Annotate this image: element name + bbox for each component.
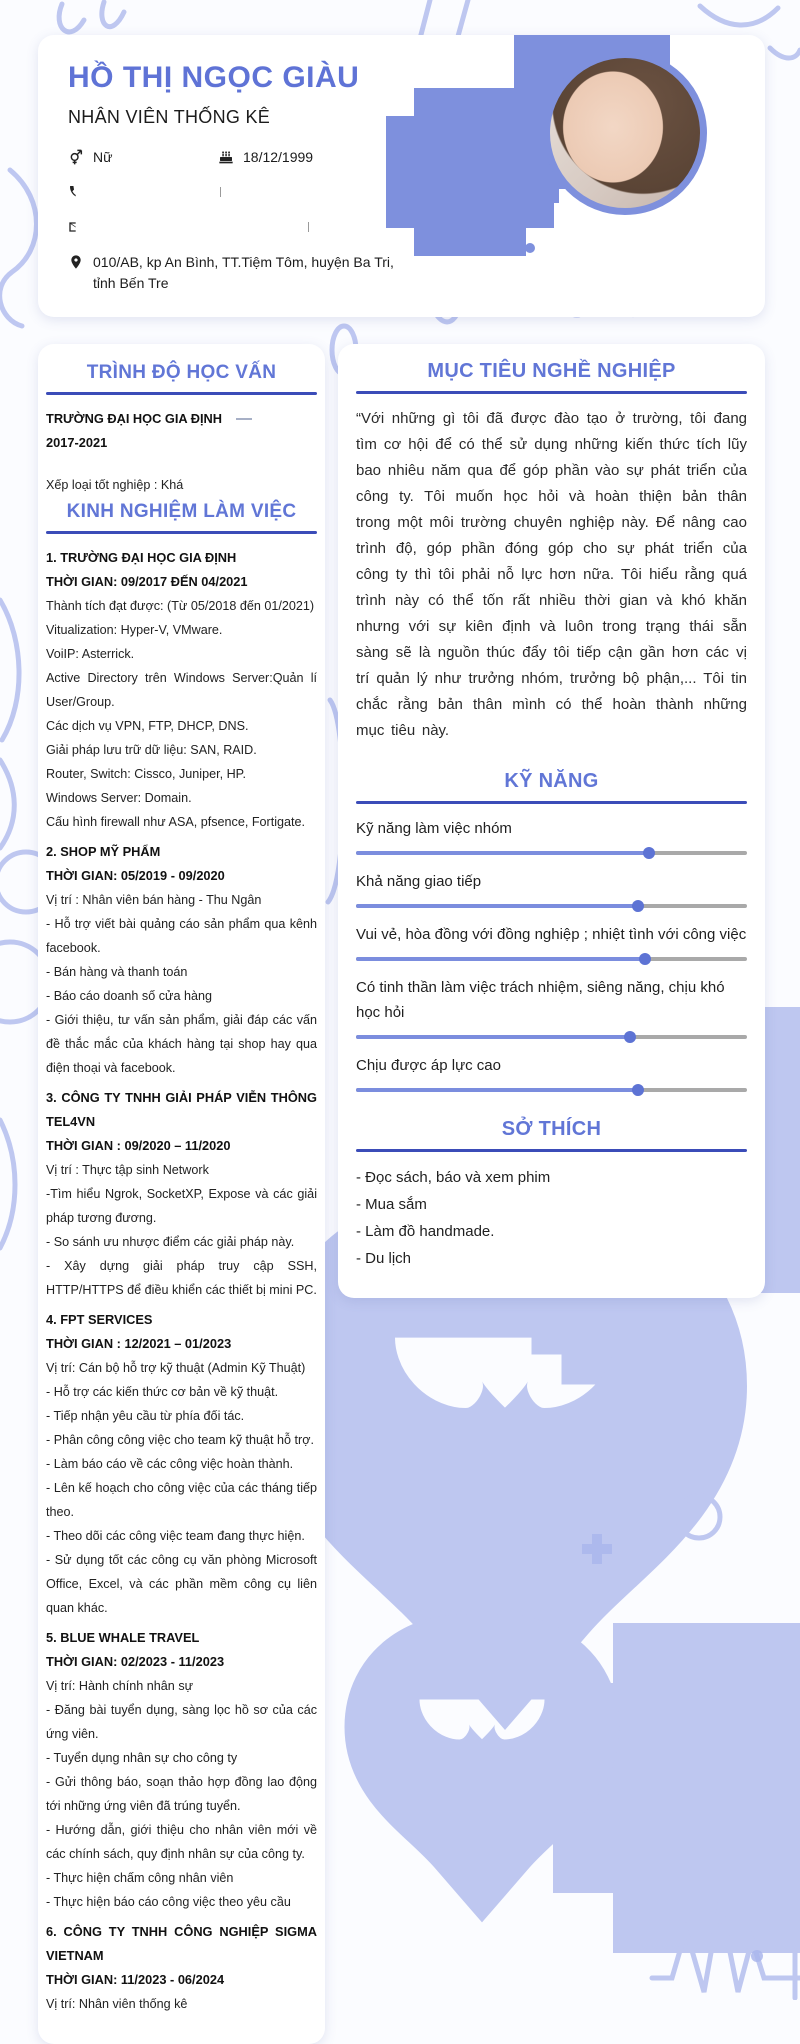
experience-entry	[46, 546, 317, 834]
job-detail-line: - Làm báo cáo về các công việc hoàn thành.	[46, 1457, 294, 1471]
experience-entry	[46, 1086, 317, 1302]
job-detail-line: - So sánh ưu nhược điểm các giải pháp này.	[46, 1235, 295, 1249]
job-detail-line: - Hỗ trợ các kiến thức cơ bản về kỹ thuật.	[46, 1385, 279, 1399]
section-rule	[46, 531, 317, 534]
job-detail-line: Vị trí : Nhân viên bán hàng - Thu Ngân	[46, 893, 262, 907]
job-company: 1. TRƯỜNG ĐẠI HỌC GIA ĐỊNH	[46, 550, 237, 565]
job-detail-line: Router, Switch: Cissco, Juniper, HP.	[46, 767, 246, 781]
birthday-cake-icon	[218, 149, 234, 165]
info-row-email	[68, 217, 765, 237]
skill-item	[356, 869, 747, 908]
phone-field	[68, 184, 218, 200]
job-detail-line: - Đăng bài tuyển dụng, sàng lọc hồ sơ của các ứng viên.	[46, 1703, 317, 1741]
skill-slider	[356, 1088, 747, 1092]
redaction-mark	[220, 187, 221, 197]
job-time: THỜI GIAN: 02/2023 - 11/2023	[46, 1654, 225, 1669]
skill-label: Chịu được áp lực cao	[356, 1057, 501, 1074]
address-line1: 010/AB, kp An Bình, TT.Tiệm Tôm, huyện Ba Tri,	[93, 254, 394, 270]
skill-item	[356, 975, 747, 1039]
job-time: THỜI GIAN: 09/2017 ĐẾN 04/2021	[46, 574, 248, 589]
skill-slider-fill	[356, 904, 638, 908]
header-card	[38, 35, 765, 317]
job-detail-line: - Sử dụng tốt các công cụ văn phòng Microsoft Office, Excel, và các phần mềm công cụ liên quan khác.	[46, 1553, 317, 1615]
redaction-mark	[308, 222, 309, 232]
job-time: THỜI GIAN: 05/2019 - 09/2020	[46, 868, 225, 883]
skill-slider-thumb	[632, 1084, 644, 1096]
skill-label: Khả năng giao tiếp	[356, 873, 482, 890]
job-detail-line: Vị trí : Thực tập sinh Network	[46, 1163, 209, 1177]
birthday-field	[218, 149, 313, 165]
hobby-item: - Du lịch	[356, 1250, 412, 1267]
job-detail-line: - Giới thiệu, tư vấn sản phẩm, giải đáp các vấn đề thắc mắc của khách hàng tại shop hay qua điện thoại và facebook.	[46, 1013, 317, 1075]
job-detail-line: Windows Server: Domain.	[46, 791, 192, 805]
job-detail-line: - Hướng dẫn, giới thiệu cho nhân viên mới về các chính sách, quy định nhân sự của công ty.	[46, 1823, 317, 1861]
skill-slider-thumb	[639, 953, 651, 965]
job-company: 4. FPT SERVICES	[46, 1312, 153, 1327]
job-detail-line: Giải pháp lưu trữ dữ liệu: SAN, RAID.	[46, 743, 257, 757]
experience-entry	[46, 1626, 317, 1914]
objective-heading: MỤC TIÊU NGHỀ NGHIỆP	[427, 360, 676, 382]
job-company: 3. CÔNG TY TNHH GIẢI PHÁP VIỄN THÔNG TEL4VN	[46, 1090, 317, 1129]
experience-heading: KINH NGHIỆM LÀM VIỆC	[66, 501, 297, 522]
birthday-value: 18/12/1999	[243, 149, 314, 165]
job-detail-line: - Thực hiện báo cáo công việc theo yêu cầu	[46, 1895, 291, 1909]
profile-photo	[543, 51, 707, 215]
job-time: THỜI GIAN : 12/2021 – 01/2023	[46, 1336, 232, 1351]
job-detail-line: Vị trí: Nhân viên thống kê	[46, 1997, 188, 2011]
job-title: NHÂN VIÊN THỐNG KÊ	[68, 107, 271, 127]
education-school-name: TRƯỜNG ĐẠI HỌC GIA ĐỊNH	[46, 411, 223, 426]
info-row-address	[68, 252, 765, 294]
job-detail-line: - Báo cáo doanh số cửa hàng	[46, 989, 212, 1003]
hobbies-list	[356, 1164, 747, 1272]
skill-item	[356, 816, 747, 855]
skill-label: Kỹ năng làm việc nhóm	[356, 820, 512, 837]
skill-slider	[356, 1035, 747, 1039]
education-grade: Xếp loại tốt nghiệp : Khá	[46, 478, 184, 492]
skill-slider	[356, 851, 747, 855]
skill-slider-fill	[356, 1035, 630, 1039]
location-pin-icon	[68, 254, 84, 270]
gender-icon	[68, 149, 84, 165]
hobby-item: - Đọc sách, báo và xem phim	[356, 1169, 551, 1186]
experience-entry	[46, 1920, 317, 2016]
job-detail-line: VoiIP: Asterrick.	[46, 647, 135, 661]
job-time: THỜI GIAN : 09/2020 – 11/2020	[46, 1138, 231, 1153]
job-detail-line: Active Directory trên Windows Server:Quản lí User/Group.	[46, 671, 317, 709]
dash-mark	[236, 418, 252, 420]
job-detail-line: -Tìm hiểu Ngrok, SocketXP, Expose và các giải pháp tương đương.	[46, 1187, 317, 1225]
left-column-card	[38, 344, 325, 2044]
experience-list	[46, 546, 317, 2016]
phone-icon	[68, 184, 84, 200]
job-detail-line: Thành tích đạt được: (Từ 05/2018 đến 01/2021)	[46, 599, 315, 613]
education-years: 2017-2021	[46, 435, 108, 450]
job-detail-line: Các dịch vụ VPN, FTP, DHCP, DNS.	[46, 719, 249, 733]
job-detail-line: Vitualization: Hyper-V, VMware.	[46, 623, 223, 637]
skill-slider	[356, 957, 747, 961]
skill-slider	[356, 904, 747, 908]
job-time: THỜI GIAN: 11/2023 - 06/2024	[46, 1972, 225, 1987]
skill-label: Có tinh thần làm việc trách nhiệm, siêng năng, chịu khó học hỏi	[356, 979, 725, 1021]
job-detail-line: - Hỗ trợ viết bài quảng cáo sản phẩm qua kênh facebook.	[46, 917, 317, 955]
skill-slider-thumb	[632, 900, 644, 912]
job-company: 2. SHOP MỸ PHẨM	[46, 844, 161, 859]
experience-entry	[46, 1308, 317, 1620]
gender-field	[68, 149, 218, 165]
skill-slider-thumb	[643, 847, 655, 859]
job-detail-line: Vị trí: Cán bộ hỗ trợ kỹ thuật (Admin Kỹ Thuật)	[46, 1361, 306, 1375]
education-school	[46, 407, 317, 431]
email-icon	[68, 219, 84, 235]
job-detail-line: - Tuyển dụng nhân sự cho công ty	[46, 1751, 238, 1765]
right-column-card	[338, 344, 765, 1298]
skill-item	[356, 1053, 747, 1092]
skill-item	[356, 922, 747, 961]
experience-entry	[46, 840, 317, 1080]
hobbies-heading: SỞ THÍCH	[501, 1118, 602, 1140]
job-detail-line: - Lên kế hoạch cho công việc của các tháng tiếp theo.	[46, 1481, 317, 1519]
job-detail-line: Cấu hình firewall như ASA, pfsence, Fortigate.	[46, 815, 306, 829]
section-rule	[356, 801, 747, 804]
job-company: 6. CÔNG TY TNHH CÔNG NGHIỆP SIGMA VIETNAM	[46, 1924, 317, 1963]
job-detail-line: - Tiếp nhận yêu cầu từ phía đối tác.	[46, 1409, 245, 1423]
gender-value: Nữ	[93, 149, 113, 165]
skill-label: Vui vẻ, hòa đồng với đồng nghiệp ; nhiệt tình với công việc	[356, 926, 747, 943]
hobby-item: - Mua sắm	[356, 1196, 427, 1213]
section-rule	[356, 1149, 747, 1152]
job-detail-line: Vị trí: Hành chính nhân sự	[46, 1679, 194, 1693]
skill-slider-thumb	[624, 1031, 636, 1043]
address-line2: tỉnh Bến Tre	[93, 275, 169, 291]
job-detail-line: - Gửi thông báo, soạn thảo hợp đồng lao động tới những ứng viên đã trúng tuyển.	[46, 1775, 317, 1813]
job-detail-line: - Phân công công việc cho team kỹ thuật hỗ trợ.	[46, 1433, 314, 1447]
job-detail-line: - Theo dõi các công việc team đang thực hiện.	[46, 1529, 305, 1543]
job-detail-line: - Bán hàng và thanh toán	[46, 965, 188, 979]
section-rule	[356, 391, 747, 394]
skill-slider-fill	[356, 1088, 638, 1092]
education-heading: TRÌNH ĐỘ HỌC VẤN	[86, 362, 277, 383]
hobby-item: - Làm đồ handmade.	[356, 1223, 495, 1240]
section-rule	[46, 392, 317, 395]
skills-heading: KỸ NĂNG	[504, 770, 599, 792]
skill-slider-fill	[356, 851, 649, 855]
email-field	[68, 219, 308, 235]
candidate-name: HỒ THỊ NGỌC GIÀU	[68, 61, 360, 94]
job-detail-line: - Xây dựng giải pháp truy cập SSH, HTTP/HTTPS để điều khiển các thiết bị mini PC.	[46, 1259, 317, 1297]
objective-text: “Với những gì tôi đã được đào tạo ở trường, tôi đang tìm cơ hội để có thể sử dụng những kiến thức tích lũy bao nhiêu năm qua để góp phần vào sự phát triển của công ty. Tôi muốn học hỏi và hoàn thiện bản thân trong một môi trường chuyên nghiệp này. Để nâng cao trình độ, góp phần đóng góp cho sự phát triển của công ty thì tôi phải nỗ lực hơn nữa. Tôi hiểu rằng quá trình này có thể tốn rất nhiều thời gian và khó khăn nhưng với sự kiên định và luôn trong trạng thái sẵn sàng sẽ là nguồn thúc đẩy tôi tiếp cận gần hơn các vị trí quản lý như trưởng nhóm, trưởng bộ phận,... Tôi tin chắc rằng bản thân mình có thể hoàn thành những mục tiêu này.	[356, 410, 747, 739]
job-detail-line: - Thực hiện chấm công nhân viên	[46, 1871, 234, 1885]
job-company: 5. BLUE WHALE TRAVEL	[46, 1630, 200, 1645]
skills-list	[356, 816, 747, 1092]
skill-slider-fill	[356, 957, 645, 961]
